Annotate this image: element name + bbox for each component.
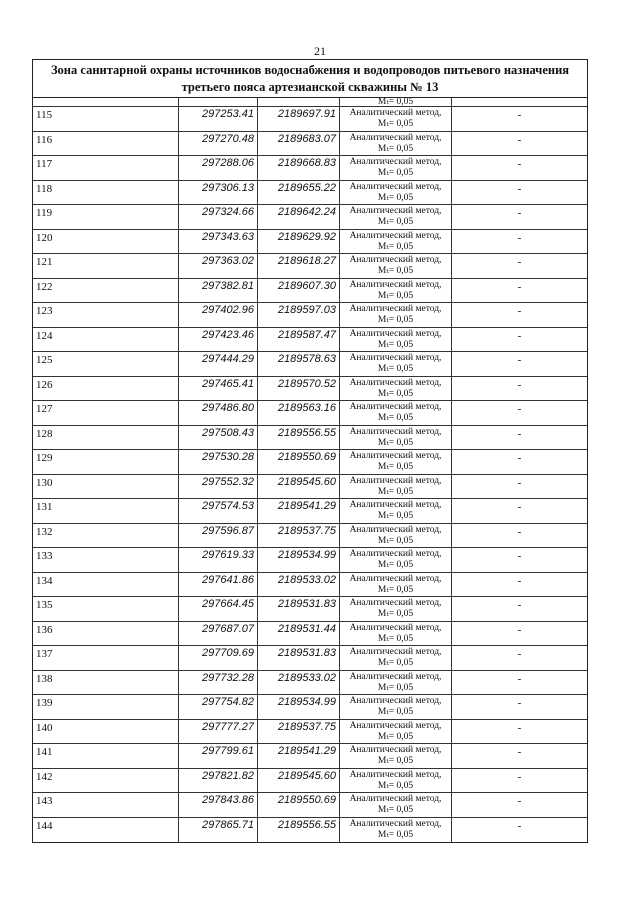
- coordinate-x: 297530.28: [179, 450, 258, 474]
- point-number: 136: [33, 622, 179, 646]
- note-cell: -: [517, 452, 522, 464]
- accuracy-value: Mₜ= 0,05: [377, 682, 414, 693]
- method-text: Аналитический метод,: [349, 573, 442, 584]
- table-row: [33, 279, 587, 304]
- method-text: Аналитический метод,: [349, 745, 442, 755]
- coordinate-x: 297444.29: [179, 352, 258, 376]
- point-number: 132: [33, 524, 179, 548]
- table-row: [33, 377, 587, 402]
- method-cell: [340, 818, 452, 843]
- accuracy-value: Mₜ= 0,05: [377, 143, 414, 154]
- point-number: 141: [33, 744, 179, 768]
- method-text: Аналитический метод,: [349, 206, 442, 216]
- method-text: Аналитический метод,: [349, 500, 442, 510]
- table-row: [33, 818, 587, 843]
- accuracy-value: Mₜ= 0,05: [377, 192, 414, 203]
- accuracy-value: Mₜ= 0,05: [377, 829, 414, 840]
- point-number: 118: [33, 181, 179, 205]
- coordinate-y: 2189618.27: [258, 254, 340, 278]
- table-row: [33, 328, 587, 353]
- point-number: 120: [33, 230, 179, 254]
- table-row: [33, 695, 587, 720]
- coordinate-y: 2189629.92: [258, 230, 340, 254]
- accuracy-value: Mₜ= 0,05: [377, 119, 414, 129]
- point-number: 123: [33, 303, 179, 327]
- note-cell: -: [517, 599, 522, 611]
- accuracy-value: Mₜ= 0,05: [377, 609, 414, 619]
- method-text: Аналитический метод,: [349, 108, 442, 118]
- point-number: 117: [33, 156, 179, 180]
- point-number: 121: [33, 254, 179, 278]
- note-cell: -: [517, 354, 522, 366]
- point-number: 133: [33, 548, 179, 572]
- method-text: Аналитический метод,: [349, 132, 442, 143]
- method-cell: [340, 475, 452, 499]
- table-row: [33, 450, 587, 475]
- accuracy-value: Mₜ= 0,05: [377, 241, 414, 252]
- accuracy-value: Mₜ= 0,05: [377, 584, 414, 595]
- method-cell: [340, 254, 452, 278]
- coordinate-x: 297402.96: [179, 303, 258, 327]
- table-row: [33, 548, 587, 573]
- coordinate-x: 297382.81: [179, 279, 258, 303]
- coordinate-y: 2189534.99: [258, 548, 340, 572]
- method-text: Аналитический метод,: [349, 426, 442, 437]
- method-text: Аналитический метод,: [349, 451, 442, 461]
- coordinate-y: 2189556.55: [258, 426, 340, 450]
- table-row: [33, 181, 587, 206]
- coordinate-y: 2189570.52: [258, 377, 340, 401]
- coordinate-x: 297799.61: [179, 744, 258, 768]
- accuracy-value: Mₜ= 0,05: [377, 707, 414, 717]
- note-cell: -: [517, 109, 522, 121]
- method-cell: [340, 524, 452, 548]
- coordinate-x: 297508.43: [179, 426, 258, 450]
- method-text: Аналитический метод,: [349, 671, 442, 682]
- method-cell: [340, 156, 452, 180]
- coordinate-x: 297709.69: [179, 646, 258, 670]
- point-number: 122: [33, 279, 179, 303]
- accuracy-value: Mₜ= 0,05: [377, 756, 414, 766]
- point-number: 137: [33, 646, 179, 670]
- method-text: Аналитический метод,: [349, 230, 442, 241]
- method-text: Аналитический метод,: [349, 353, 442, 363]
- table-row: [33, 622, 587, 647]
- accuracy-value: Mₜ= 0,05: [377, 535, 414, 546]
- accuracy-value: Mₜ= 0,05: [377, 462, 414, 472]
- coordinate-x: 297596.87: [179, 524, 258, 548]
- point-number: 125: [33, 352, 179, 376]
- coordinate-x: 297253.41: [179, 107, 258, 131]
- table-row: [33, 793, 587, 818]
- method-text: Аналитический метод,: [349, 279, 442, 290]
- partial-accuracy-cell: Mₜ= 0,05: [340, 98, 452, 106]
- table-row: [33, 475, 587, 500]
- method-text: Аналитический метод,: [349, 304, 442, 314]
- note-cell: -: [517, 280, 522, 293]
- point-number: 115: [33, 107, 179, 131]
- point-number: 144: [33, 818, 179, 843]
- table-row: [33, 230, 587, 255]
- table-title-line-1: Зона санитарной охраны источников водоснабжения и водопроводов питьевого назначения: [50, 63, 570, 77]
- coordinate-y: 2189597.03: [258, 303, 340, 327]
- accuracy-value: Mₜ= 0,05: [377, 315, 414, 325]
- point-number: 128: [33, 426, 179, 450]
- coordinate-y: 2189587.47: [258, 328, 340, 352]
- coordinate-y: 2189541.29: [258, 499, 340, 523]
- note-cell: -: [517, 574, 522, 587]
- partial-num-cell: [33, 98, 179, 106]
- method-cell: [340, 622, 452, 646]
- table-body: [33, 107, 587, 842]
- note-cell: -: [517, 721, 522, 734]
- partial-y-cell: [258, 98, 340, 106]
- table-row: [33, 426, 587, 451]
- coordinate-y: 2189531.83: [258, 646, 340, 670]
- table-row: [33, 107, 587, 132]
- note-cell: -: [517, 256, 522, 268]
- coordinate-x: 297343.63: [179, 230, 258, 254]
- point-number: 143: [33, 793, 179, 817]
- coordinate-y: 2189607.30: [258, 279, 340, 303]
- table-row: [33, 524, 587, 549]
- table-row: [33, 303, 587, 328]
- method-text: Аналитический метод,: [349, 622, 442, 633]
- method-text: Аналитический метод,: [349, 181, 442, 192]
- coordinate-y: 2189541.29: [258, 744, 340, 768]
- coordinate-y: 2189697.91: [258, 107, 340, 131]
- accuracy-value: Mₜ= 0,05: [377, 805, 414, 815]
- method-cell: [340, 401, 452, 425]
- note-cell: -: [517, 133, 522, 146]
- method-cell: [340, 720, 452, 744]
- method-text: Аналитический метод,: [349, 720, 442, 731]
- point-number: 126: [33, 377, 179, 401]
- note-cell: -: [517, 476, 522, 489]
- note-cell: -: [517, 305, 522, 317]
- coordinate-x: 297641.86: [179, 573, 258, 597]
- point-number: 130: [33, 475, 179, 499]
- method-cell: [340, 499, 452, 523]
- point-number: 142: [33, 769, 179, 793]
- point-number: 139: [33, 695, 179, 719]
- accuracy-value: Mₜ= 0,05: [377, 339, 414, 350]
- table-title-line-2: третьего пояса артезианской скважины № 13: [181, 80, 439, 94]
- note-cell: -: [517, 697, 522, 709]
- method-text: Аналитический метод,: [349, 475, 442, 486]
- note-cell: -: [517, 648, 522, 660]
- accuracy-value: Mₜ= 0,05: [377, 658, 414, 668]
- method-text: Аналитический метод,: [349, 255, 442, 265]
- method-cell: [340, 328, 452, 352]
- table-row: [33, 205, 587, 230]
- method-cell: [340, 181, 452, 205]
- table-title: [33, 60, 587, 98]
- table-row: [33, 744, 587, 769]
- table-row: [33, 401, 587, 426]
- coordinate-y: 2189550.69: [258, 450, 340, 474]
- coordinate-x: 297423.46: [179, 328, 258, 352]
- point-number: 124: [33, 328, 179, 352]
- coordinate-y: 2189537.75: [258, 720, 340, 744]
- note-cell: -: [517, 819, 522, 832]
- coordinate-y: 2189668.83: [258, 156, 340, 180]
- note-cell: -: [517, 672, 522, 685]
- accuracy-value: Mₜ= 0,05: [377, 266, 414, 276]
- note-cell: -: [517, 207, 522, 219]
- coordinate-y: 2189550.69: [258, 793, 340, 817]
- method-cell: [340, 132, 452, 156]
- method-text: Аналитический метод,: [349, 818, 442, 829]
- note-cell: -: [517, 403, 522, 415]
- coordinate-x: 297363.02: [179, 254, 258, 278]
- coordinate-y: 2189531.44: [258, 622, 340, 646]
- table-row: [33, 156, 587, 181]
- coordinate-y: 2189545.60: [258, 769, 340, 793]
- point-number: 127: [33, 401, 179, 425]
- note-cell: -: [517, 770, 522, 783]
- partial-row: [33, 98, 587, 107]
- partial-note-cell: [452, 98, 587, 106]
- method-text: Аналитический метод,: [349, 328, 442, 339]
- coordinate-y: 2189683.07: [258, 132, 340, 156]
- method-cell: [340, 573, 452, 597]
- method-text: Аналитический метод,: [349, 402, 442, 412]
- table-row: [33, 720, 587, 745]
- method-text: Аналитический метод,: [349, 794, 442, 804]
- method-cell: [340, 352, 452, 376]
- note-cell: -: [517, 329, 522, 342]
- note-cell: -: [517, 182, 522, 195]
- method-text: Аналитический метод,: [349, 549, 442, 559]
- method-text: Аналитический метод,: [349, 157, 442, 167]
- method-cell: [340, 597, 452, 621]
- method-text: Аналитический метод,: [349, 377, 442, 388]
- accuracy-value: Mₜ= 0,05: [377, 780, 414, 791]
- coordinate-y: 2189642.24: [258, 205, 340, 229]
- method-cell: [340, 377, 452, 401]
- method-cell: [340, 695, 452, 719]
- coordinate-x: 297619.33: [179, 548, 258, 572]
- coordinate-y: 2189556.55: [258, 818, 340, 843]
- point-number: 134: [33, 573, 179, 597]
- note-cell: -: [517, 231, 522, 244]
- method-text: Аналитический метод,: [349, 769, 442, 780]
- coordinate-y: 2189533.02: [258, 671, 340, 695]
- method-cell: [340, 230, 452, 254]
- method-cell: [340, 548, 452, 572]
- method-cell: [340, 279, 452, 303]
- accuracy-value: Mₜ= 0,05: [377, 511, 414, 521]
- coordinate-x: 297465.41: [179, 377, 258, 401]
- coordinate-x: 297324.66: [179, 205, 258, 229]
- point-number: 129: [33, 450, 179, 474]
- coordinate-x: 297486.80: [179, 401, 258, 425]
- method-cell: [340, 450, 452, 474]
- method-text: Аналитический метод,: [349, 647, 442, 657]
- method-cell: [340, 769, 452, 793]
- point-number: 140: [33, 720, 179, 744]
- partial-x-cell: [179, 98, 258, 106]
- table-row: [33, 769, 587, 794]
- coordinate-x: 297574.53: [179, 499, 258, 523]
- coordinate-x: 297732.28: [179, 671, 258, 695]
- point-number: 135: [33, 597, 179, 621]
- accuracy-value: Mₜ= 0,05: [377, 388, 414, 399]
- note-cell: -: [517, 427, 522, 440]
- table-row: [33, 646, 587, 671]
- accuracy-value: Mₜ= 0,05: [377, 731, 414, 742]
- coordinate-x: 297664.45: [179, 597, 258, 621]
- accuracy-value: Mₜ= 0,05: [377, 413, 414, 423]
- method-cell: [340, 646, 452, 670]
- table-row: [33, 573, 587, 598]
- accuracy-value: Mₜ= 0,05: [377, 437, 414, 448]
- note-cell: -: [517, 746, 522, 758]
- accuracy-value: Mₜ= 0,05: [377, 560, 414, 570]
- table-row: [33, 254, 587, 279]
- method-cell: [340, 205, 452, 229]
- point-number: 119: [33, 205, 179, 229]
- method-cell: [340, 744, 452, 768]
- coordinate-y: 2189533.02: [258, 573, 340, 597]
- note-cell: -: [517, 550, 522, 562]
- point-number: 116: [33, 132, 179, 156]
- coordinate-y: 2189545.60: [258, 475, 340, 499]
- method-cell: [340, 426, 452, 450]
- accuracy-value: Mₜ= 0,05: [377, 290, 414, 301]
- note-cell: -: [517, 158, 522, 170]
- coordinate-y: 2189534.99: [258, 695, 340, 719]
- coordinate-x: 297270.48: [179, 132, 258, 156]
- coordinate-x: 297777.27: [179, 720, 258, 744]
- accuracy-value: Mₜ= 0,05: [377, 364, 414, 374]
- table-row: [33, 352, 587, 377]
- coordinate-x: 297821.82: [179, 769, 258, 793]
- point-number: 138: [33, 671, 179, 695]
- note-cell: -: [517, 378, 522, 391]
- method-text: Аналитический метод,: [349, 696, 442, 706]
- coordinate-x: 297865.71: [179, 818, 258, 843]
- accuracy-value: Mₜ= 0,05: [377, 168, 414, 178]
- note-cell: -: [517, 501, 522, 513]
- point-number: 131: [33, 499, 179, 523]
- coordinates-table: [32, 59, 588, 843]
- page-number: 21: [314, 44, 326, 58]
- note-cell: -: [517, 623, 522, 636]
- method-cell: [340, 793, 452, 817]
- method-text: Аналитический метод,: [349, 598, 442, 608]
- coordinate-x: 297687.07: [179, 622, 258, 646]
- coordinate-y: 2189563.16: [258, 401, 340, 425]
- method-cell: [340, 107, 452, 131]
- table-row: [33, 132, 587, 157]
- table-row: [33, 499, 587, 524]
- table-row: [33, 671, 587, 696]
- coordinate-x: 297552.32: [179, 475, 258, 499]
- coordinate-y: 2189655.22: [258, 181, 340, 205]
- accuracy-value: Mₜ= 0,05: [377, 217, 414, 227]
- coordinate-y: 2189537.75: [258, 524, 340, 548]
- method-cell: [340, 303, 452, 327]
- coordinate-x: 297306.13: [179, 181, 258, 205]
- method-cell: [340, 671, 452, 695]
- coordinate-y: 2189531.83: [258, 597, 340, 621]
- table-row: [33, 597, 587, 622]
- method-text: Аналитический метод,: [349, 524, 442, 535]
- accuracy-value: Mₜ= 0,05: [377, 486, 414, 497]
- coordinate-x: 297843.86: [179, 793, 258, 817]
- note-cell: -: [517, 795, 522, 807]
- coordinate-y: 2189578.63: [258, 352, 340, 376]
- coordinate-x: 297754.82: [179, 695, 258, 719]
- note-cell: -: [517, 525, 522, 538]
- coordinate-x: 297288.06: [179, 156, 258, 180]
- accuracy-value: Mₜ= 0,05: [377, 633, 414, 644]
